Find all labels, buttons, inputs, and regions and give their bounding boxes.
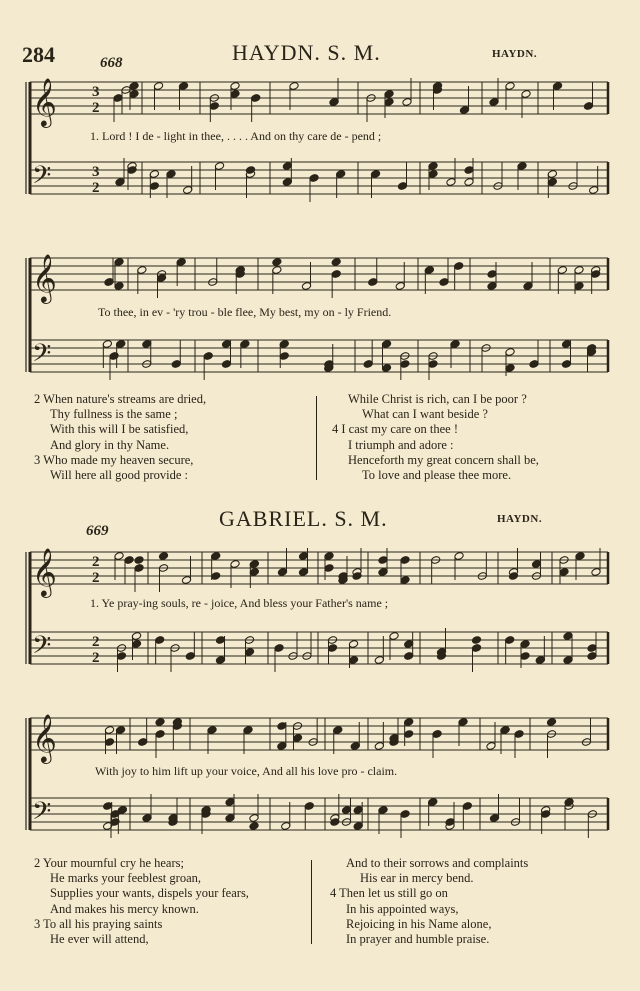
column-divider: [311, 860, 312, 944]
stanza-line: 2 When nature's streams are dried,: [34, 392, 207, 406]
column-divider: [316, 396, 317, 480]
svg-text:𝄢: 𝄢: [32, 162, 52, 195]
stanza-line: Thy fullness is the same ;: [50, 407, 178, 422]
lyric-line-668-2: To thee, in ev - 'ry trou - ble flee, My best, my on - ly Friend.: [98, 305, 392, 319]
composer-haydn: HAYDN.: [492, 48, 538, 60]
svg-text:𝄞: 𝄞: [32, 80, 57, 126]
hymn-number-669: 669: [86, 523, 109, 539]
tune-title-gabriel: GABRIEL. S. M.: [219, 506, 388, 531]
stanzas-669-left: [34, 856, 249, 947]
svg-text:𝄞: 𝄞: [32, 550, 57, 596]
stanza-line: 2 Your mournful cry he hears;: [34, 856, 184, 870]
stanza-line: In prayer and humble praise.: [346, 932, 490, 947]
svg-text:𝄢: 𝄢: [32, 632, 52, 665]
svg-text:3: 3: [92, 164, 100, 180]
svg-text:𝄞: 𝄞: [32, 256, 57, 302]
stanza-line: 4 Then let us still go on: [330, 886, 448, 901]
stanza-line: In his appointed ways,: [346, 901, 459, 916]
stanzas-668-left: [34, 392, 206, 483]
stanza-line: What can I want beside ?: [362, 407, 488, 422]
tune-title-haydn: HAYDN. S. M.: [232, 40, 381, 65]
stanza-line: His ear in mercy bend.: [360, 871, 474, 886]
lyric-line-669-1: 1. Ye pray-ing souls, re - joice, And bless your Father's name ;: [90, 596, 389, 610]
stanzas-669-right: [330, 856, 528, 947]
stanza-line: He ever will attend,: [50, 932, 149, 947]
stanzas-668-right: [332, 392, 539, 483]
svg-text:3: 3: [92, 84, 100, 100]
stanza-line: Henceforth my great concern shall be,: [348, 452, 539, 467]
stanza-line: I triumph and adore :: [348, 437, 454, 452]
stanza-line: 3 Who made my heaven secure,: [34, 452, 194, 467]
svg-text:𝄢: 𝄢: [32, 798, 52, 831]
stanza-line: 4 I cast my care on thee !: [332, 422, 458, 437]
svg-text:2: 2: [92, 634, 100, 650]
svg-text:𝄞: 𝄞: [32, 716, 57, 762]
hymn-number-668: 668: [100, 55, 123, 71]
stanza-line: With this will I be satisfied,: [50, 422, 189, 437]
page-number: 284: [22, 42, 55, 67]
stanza-line: 3 To all his praying saints: [34, 916, 163, 931]
stanza-line: And to their sorrows and complaints: [346, 856, 529, 870]
stanza-line: Supplies your wants, dispels your fears,: [50, 886, 249, 901]
svg-text:2: 2: [92, 570, 100, 586]
svg-text:2: 2: [92, 180, 100, 196]
stanza-line: To love and please thee more.: [362, 468, 512, 483]
stanza-line: And makes his mercy known.: [50, 901, 199, 916]
composer-gabriel: HAYDN.: [497, 513, 543, 525]
lyric-line-669-2: With joy to him lift up your voice, And all his love pro - claim.: [95, 764, 398, 778]
stanza-line: And glory in thy Name.: [50, 437, 170, 452]
svg-text:2: 2: [92, 554, 100, 570]
stanza-line: While Christ is rich, can I be poor ?: [348, 392, 527, 406]
svg-text:𝄢: 𝄢: [32, 340, 52, 373]
svg-text:2: 2: [92, 650, 100, 666]
lyric-line-668-1: 1. Lord ! I de - light in thee, . . . . And on thy care de - pend ;: [90, 129, 382, 143]
stanza-line: Will here all good provide :: [50, 468, 189, 483]
stanza-line: He marks your feeblest groan,: [50, 871, 201, 886]
svg-text:2: 2: [92, 100, 100, 116]
stanza-line: Rejoicing in his Name alone,: [346, 916, 492, 931]
